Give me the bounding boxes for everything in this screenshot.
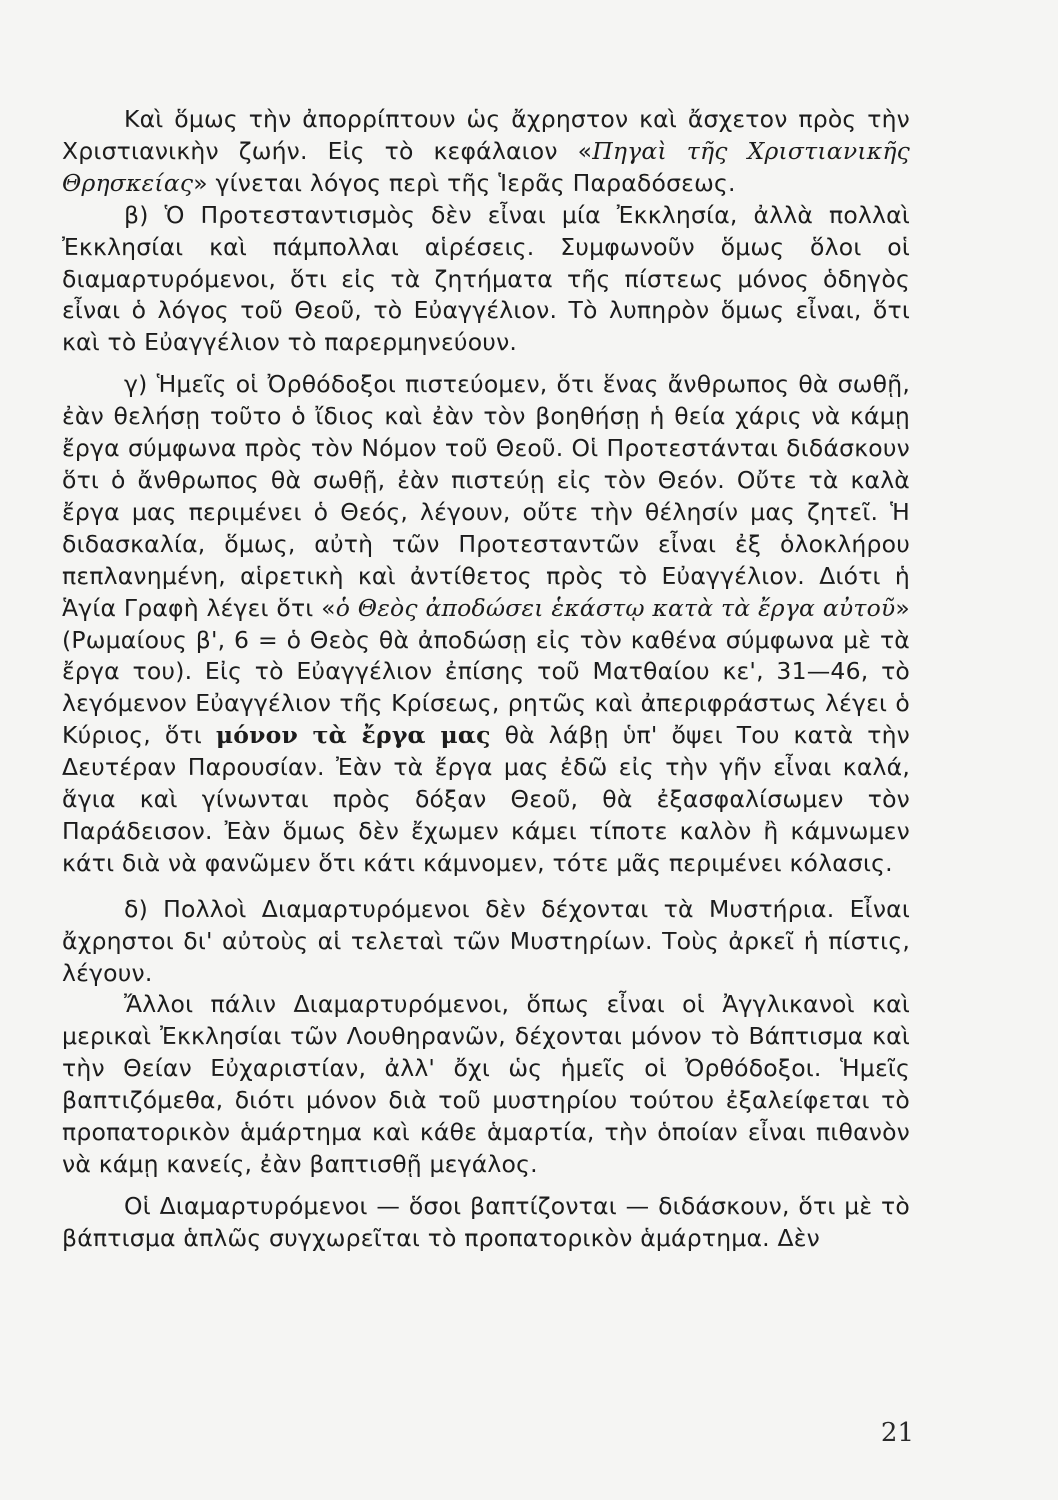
text-run: δ) Πολλοὶ Διαμαρτυρόμενοι δὲν δέχονται τὰ Μυστήρια. Εἶναι ἄχρηστοι δι' αὐτοὺς αἱ τελεταὶ τῶν Μυστηρίων. Τοὺς ἀρκεῖ ἡ πίστις, λέγουν. [62,894,910,987]
paragraph-others [62,989,910,1180]
body-text [62,104,910,1255]
paragraph-delta [62,894,910,990]
paragraph-gamma [62,369,910,880]
text-run: Ἄλλοι πάλιν Διαμαρτυρόμενοι, ὅπως εἶναι οἱ Ἀγγλικανοὶ καὶ μερικαὶ Ἐκκλησίαι τῶν Λουθηρανῶν, δέχονται μόνον τὸ Βάπτισμα καὶ τὴν Θείαν Εὐχαριστίαν, ἀλλ' ὄχι ὡς ἡμεῖς οἱ Ὀρθόδοξοι. Ἡμεῖς βαπτιζόμεθα, διότι μόνον διὰ τοῦ μυστηρίου τούτου ἐξαλείφεται τὸ προπατορικὸν ἁμάρτημα καὶ κάθε ἁμαρτία, τὴν ὁποίαν εἶναι πιθανὸν νὰ κάμῃ κανείς, ἐὰν βαπτισθῇ μεγάλος. [62,990,910,1178]
paragraph-baptism [62,1191,910,1255]
text-run: Καὶ ὅμως τὴν ἀπορρίπτουν ὡς ἄχρηστον καὶ ἄσχετον πρὸς τὴν Χριστιανικὴν ζωήν. Εἰς τὸ κεφάλαιον « [62,105,910,165]
text-run: γ) Ἡμεῖς οἱ Ὀρθόδοξοι πιστεύομεν, ὅτι ἕνας ἄνθρωπος θὰ σωθῇ, ἐὰν θελήσῃ τοῦτο ὁ ἴδιος καὶ ἐὰν τὸν βοηθήσῃ ἡ θεία χάρις νὰ κάμῃ ἔργα σύμφωνα πρὸς τὸν Νόμον τοῦ Θεοῦ. Οἱ Προτεστάνται διδάσκουν ὅτι ὁ ἄνθρωπος θὰ σωθῇ, ἐὰν πιστεύῃ εἰς τὸν Θεόν. Οὔτε τὰ καλὰ ἔργα μας περιμένει ὁ Θεός, λέγουν, οὔτε τὴν θέλησίν μας ζητεῖ. Ἡ διδασκαλία, ὅμως, αὐτὴ τῶν Προτεσταντῶν εἶναι ἐξ ὁλοκλήρου πεπλανημένη, αἱρετικὴ καὶ ἀντίθετος πρὸς τὸ Εὐαγγέλιον. Διότι ἡ Ἁγία Γραφὴ λέγει ὅτι « [62,370,910,622]
paragraph-beta [62,200,910,360]
italic-title: Πηγαὶ τῆς Χριστιανικῆς Θρησκείας [62,136,910,197]
bold-emphasis: μόνον τὰ ἔργα μας [215,721,491,750]
paragraph-tradition [62,104,910,200]
page-number: 21 [880,1418,914,1448]
text-run: θὰ λάβῃ ὑπ' ὄψει Του κατὰ τὴν Δευτέραν Παρουσίαν. Ἐὰν τὰ ἔργα μας ἐδῶ εἰς τὴν γῆν εἶναι καλά, ἅγια καὶ γίνωνται πρὸς δόξαν Θεοῦ, θὰ ἐξασφαλίσωμεν τὸν Παράδεισον. Ἐὰν ὅμως δὲν ἔχωμεν κάμει τίποτε καλὸν ἢ κάμνωμεν κάτι διὰ νὰ φανῶμεν ὅτι κάτι κάμνομεν, τότε μᾶς περιμένει κόλασις. [62,721,910,877]
text-run: » (Ρωμαίους β', 6 = ὁ Θεὸς θὰ ἀποδώσῃ εἰς τὸν καθένα σύμφωνα μὲ τὰ ἔργα του). Εἰς τὸ Εὐαγγέλιον ἐπίσης τοῦ Ματθαίου κε', 31—46, τὸ λεγόμενον Εὐαγγέλιον τῆς Κρίσεως, ρητῶς καὶ ἀπεριφράστως λέγει ὁ Κύριος, ὅτι [62,593,910,750]
text-run: Οἱ Διαμαρτυρόμενοι — ὅσοι βαπτίζονται — διδάσκουν, ὅτι μὲ τὸ βάπτισμα ἁπλῶς συγχωρεῖται τὸ προπατορικὸν ἁμάρτημα. Δὲν [62,1191,910,1252]
text-run: β) Ὁ Προτεσταντισμὸς δὲν εἶναι μία Ἐκκλησία, ἀλλὰ πολλαὶ Ἐκκλησίαι καὶ πάμπολλαι αἱρέσεις. Συμφωνοῦν ὅμως ὅλοι οἱ διαμαρτυρόμενοι, ὅτι εἰς τὰ ζητήματα τῆς πίστεως μόνος ὁδηγὸς εἶναι ὁ λόγος τοῦ Θεοῦ, τὸ Εὐαγγέλιον. Τὸ λυπηρὸν ὅμως εἶναι, ὅτι καὶ τὸ Εὐαγγέλιον τὸ παρερμηνεύουν. [62,200,910,357]
italic-quote: ὁ Θεὸς ἀποδώσει ἑκάστῳ κατὰ τὰ ἔργα αὐτοῦ [335,593,896,622]
text-run: » γίνεται λόγος περὶ τῆς Ἱερᾶς Παραδόσεως. [193,168,736,197]
